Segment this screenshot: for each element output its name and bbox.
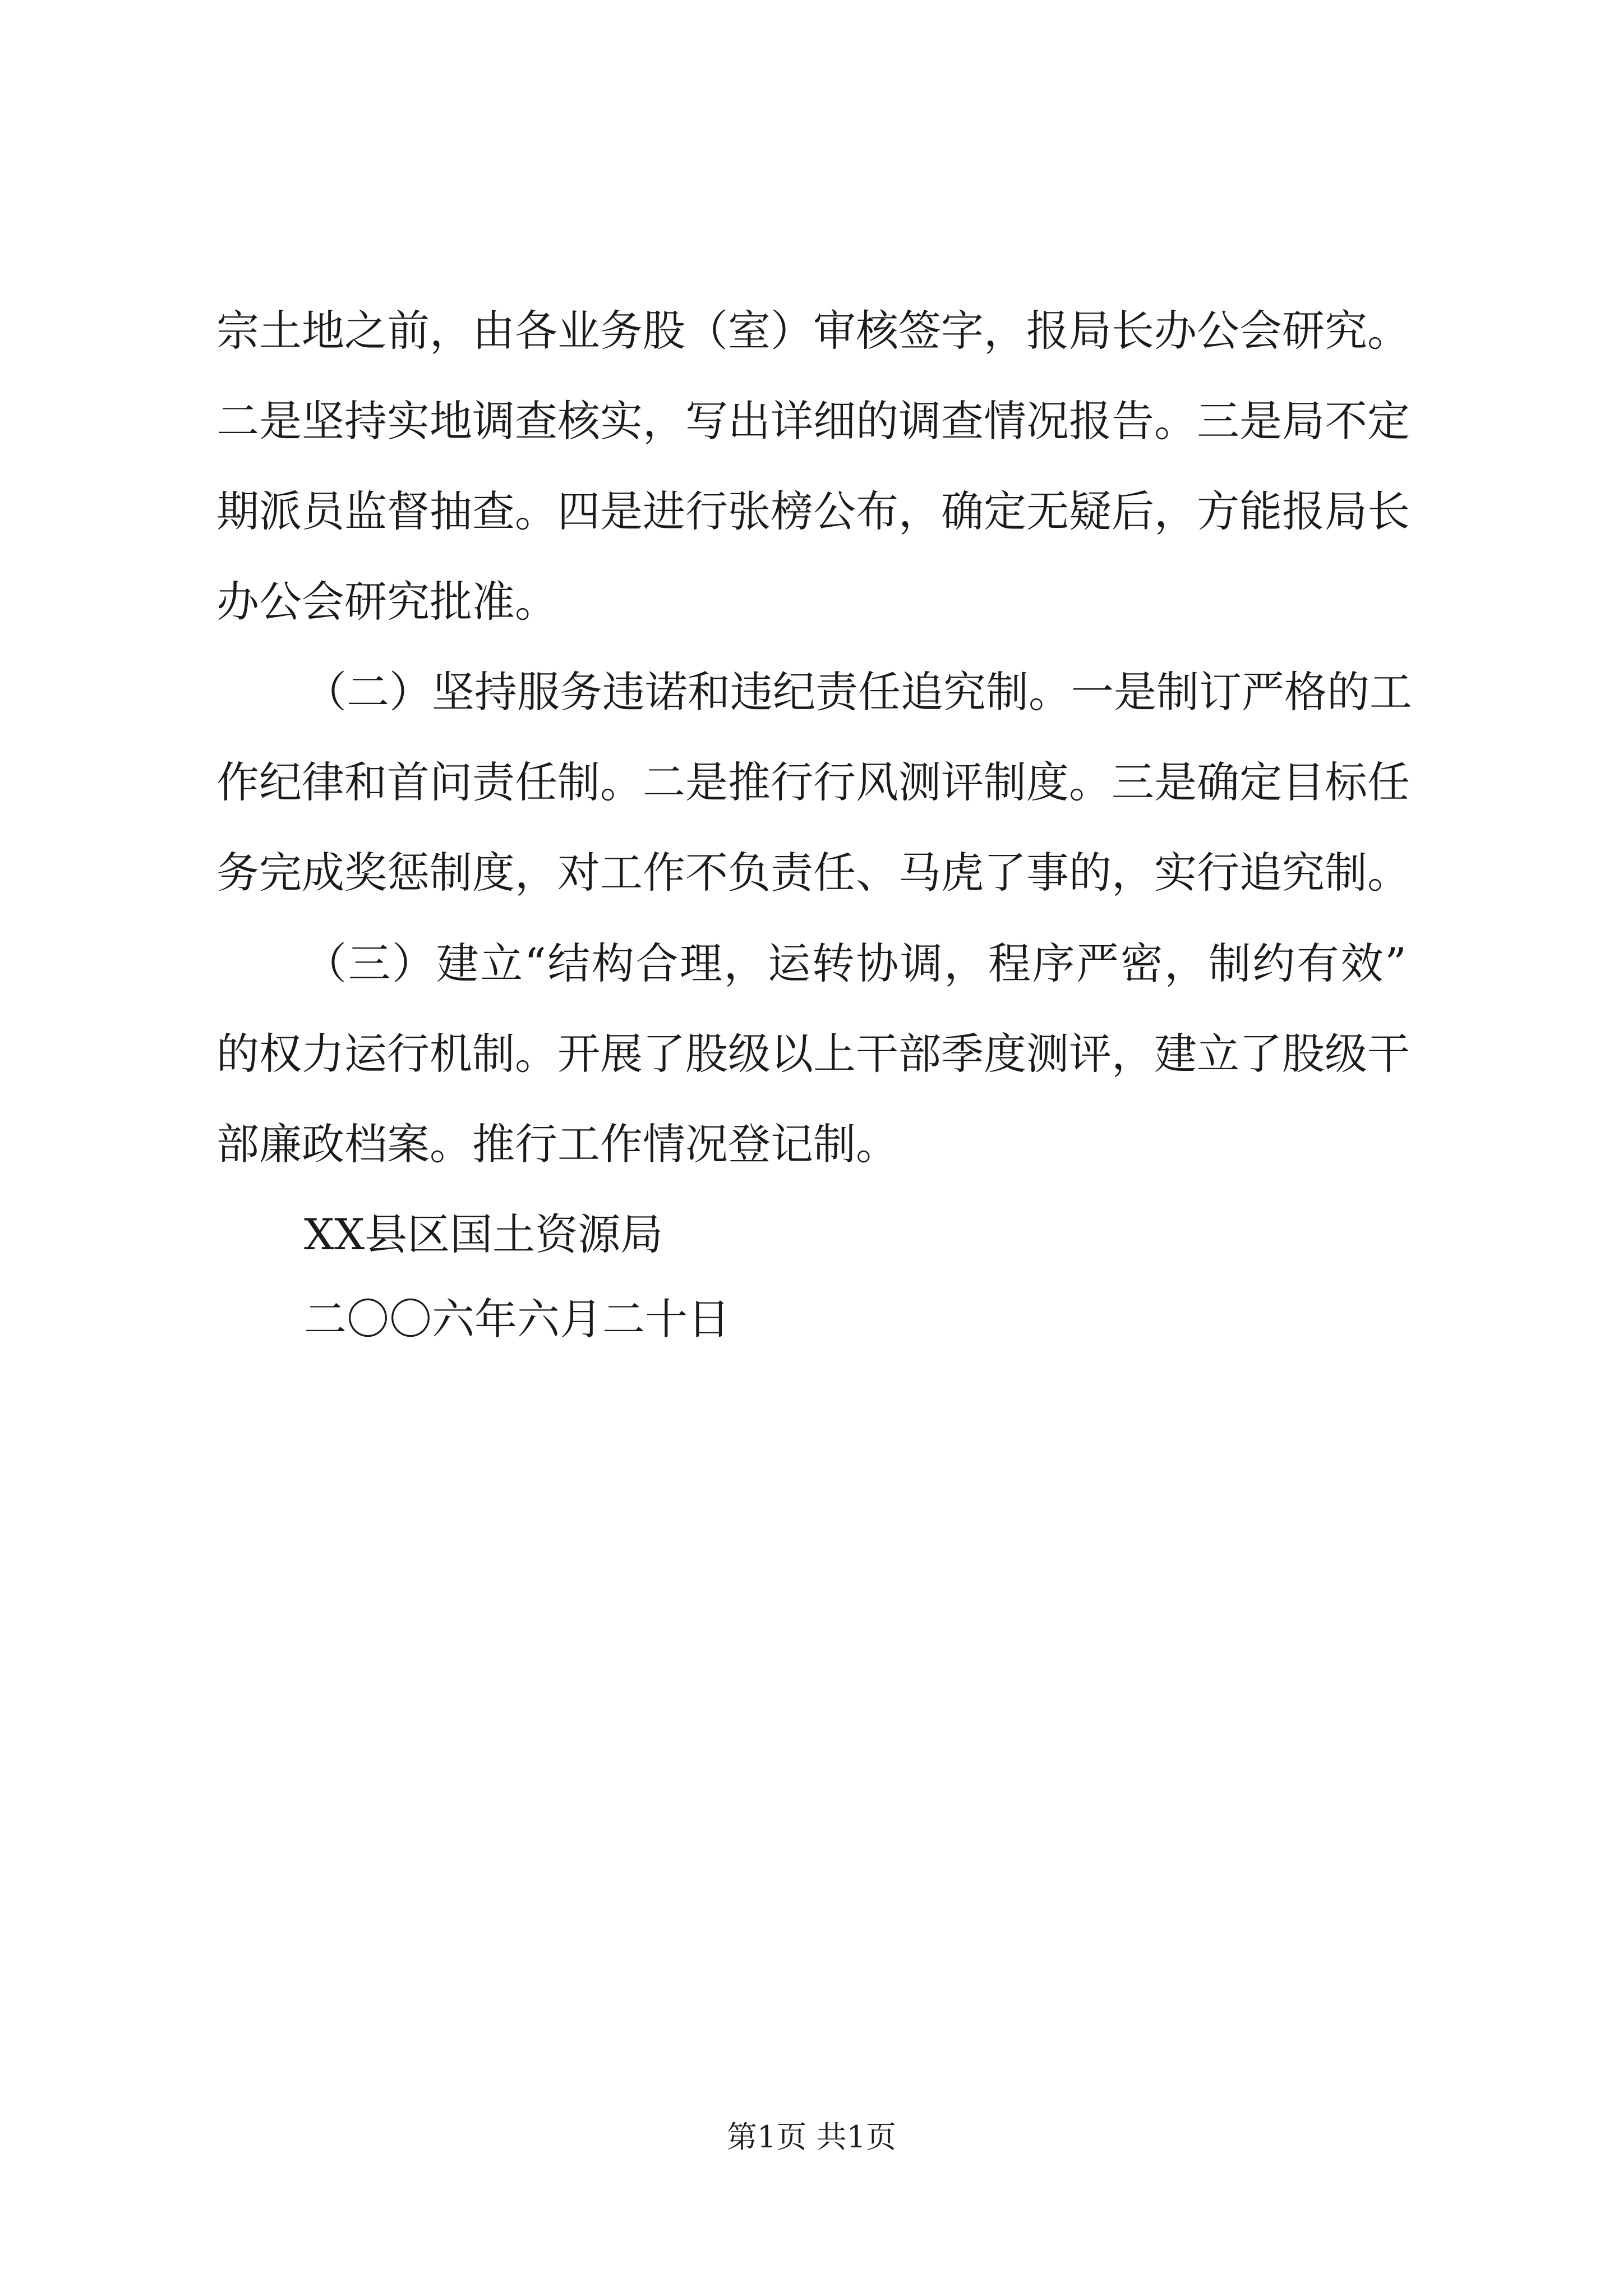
body-line: 作纪律和首问责任制。二是推行行风测评制度。三是确定目标任 [216, 757, 1410, 807]
body-line: 办公会研究批准。 [216, 577, 557, 627]
signature-date: 二〇〇六年六月二十日 [304, 1294, 730, 1344]
signature-organization: XX县区国土资源局 [304, 1209, 663, 1259]
page-footer: 第1页 共1页 [727, 2119, 896, 2155]
body-line: 二是坚持实地调查核实，写出详细的调查情况报告。三是局不定 [216, 396, 1410, 446]
body-line: （三）建立“结构合理，运转协调，程序严密，制约有效” [304, 938, 1407, 988]
body-line: 期派员监督抽查。四是进行张榜公布，确定无疑后，方能报局长 [216, 486, 1410, 536]
body-line: 务完成奖惩制度，对工作不负责任、马虎了事的，实行追究制。 [216, 848, 1410, 898]
body-line: 宗土地之前，由各业务股（室）审核签字，报局长办公会研究。 [216, 306, 1410, 356]
body-line: 的权力运行机制。开展了股级以上干部季度测评，建立了股级干 [216, 1029, 1410, 1079]
body-line: 部廉政档案。推行工作情况登记制。 [216, 1119, 898, 1169]
body-line: （二）坚持服务违诺和违纪责任追究制。一是制订严格的工 [304, 667, 1412, 717]
